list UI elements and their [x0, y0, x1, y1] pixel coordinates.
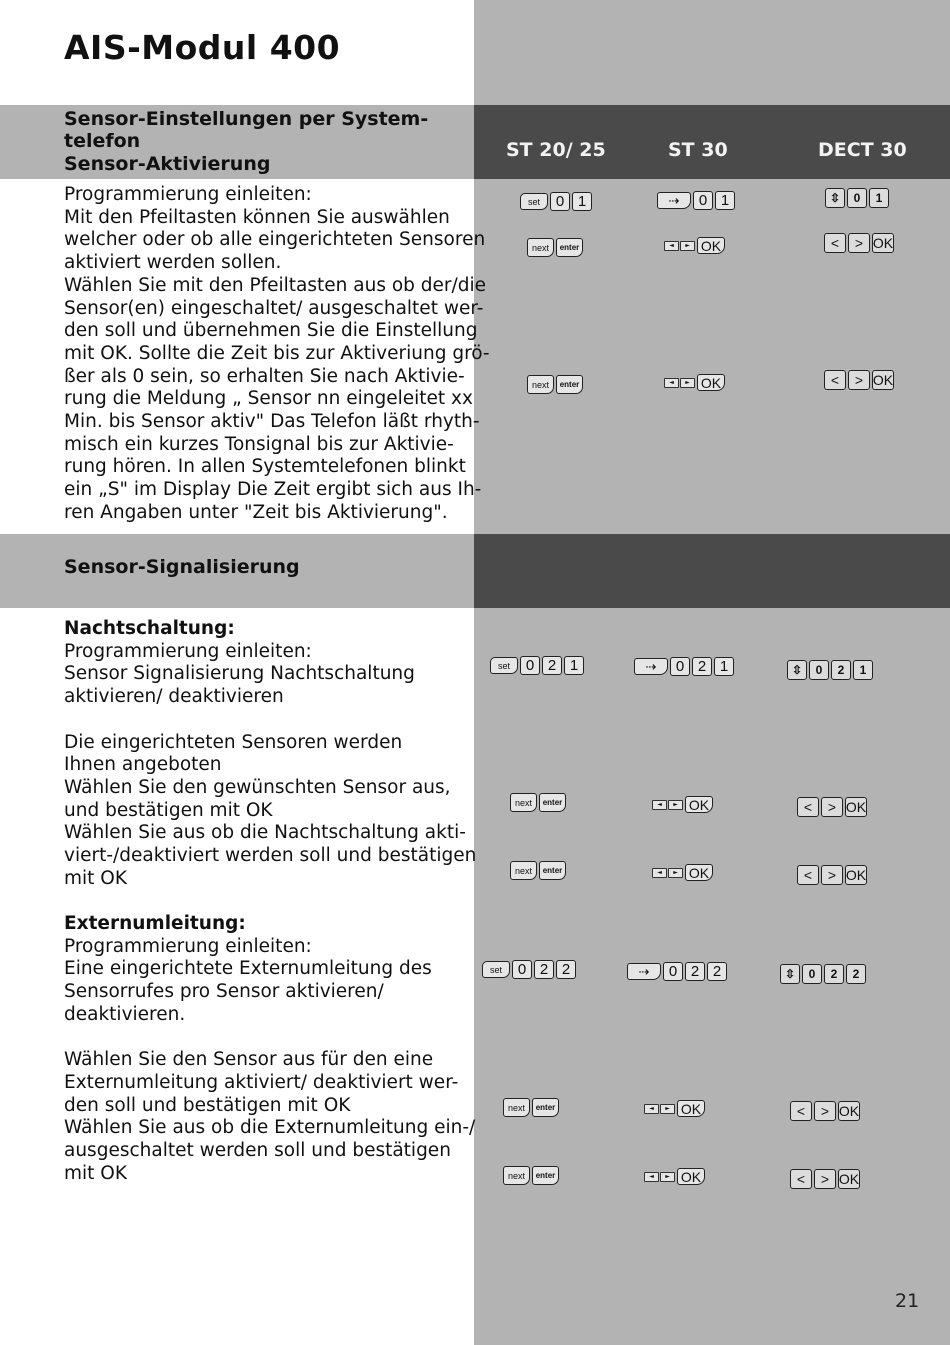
next-key: next — [510, 861, 537, 880]
keyseq-st20-next-enter — [527, 238, 583, 257]
digit-key: 2 — [534, 960, 554, 979]
left-right-keys-icon — [652, 800, 683, 810]
next-key: next — [503, 1166, 530, 1185]
extern-line: mit OK — [64, 1162, 127, 1184]
digit-key: 2 — [692, 657, 712, 676]
s1-line: Min. bis Sensor aktiv" Das Telefon läßt rhyth- — [64, 411, 480, 432]
next-key: next — [510, 793, 537, 812]
section1-heading-line2: telefon — [64, 130, 141, 152]
enter-key: enter — [532, 1098, 559, 1117]
section1-heading-line3: Sensor-Aktivierung — [64, 153, 271, 175]
keyseq-dect-lr-ok — [790, 1101, 860, 1121]
right-arrow-icon: > — [821, 797, 843, 817]
keyseq-dect-lr-ok — [824, 370, 894, 390]
enter-key: enter — [556, 375, 583, 394]
extern-line: Wählen Sie aus ob die Externumleitung ein-/ — [64, 1117, 476, 1139]
right-arrow-icon: ► — [660, 1104, 675, 1114]
extern-subheading: Externumleitung: — [64, 913, 246, 934]
nacht-line: Die eingerichteten Sensoren werden — [64, 731, 403, 753]
right-arrow-icon: > — [821, 865, 843, 885]
extern-line: Eine eingerichtete Externumleitung des — [64, 958, 432, 980]
digit-key: 2 — [556, 960, 576, 979]
menu-key-icon: ⇳ — [825, 188, 845, 208]
nacht-line: viert-/deaktiviert werden soll und bestätigen — [64, 845, 477, 866]
enter-key: enter — [532, 1166, 559, 1185]
ok-key: OK — [872, 235, 894, 251]
s1-line: den soll und übernehmen Sie die Einstellung — [64, 320, 478, 342]
arrow-key-icon: ⇢ — [627, 963, 661, 980]
left-arrow-icon: < — [797, 797, 819, 817]
keyseq-st30-arrow-01 — [657, 191, 735, 210]
left-arrow-icon: < — [824, 233, 846, 253]
ok-key: OK — [697, 374, 725, 391]
digit-key: 2 — [824, 964, 844, 984]
digit-key: 0 — [802, 964, 822, 984]
left-arrow-icon: < — [824, 370, 846, 390]
enter-key: enter — [556, 238, 583, 257]
nacht-line: Wählen Sie den gewünschten Sensor aus, — [64, 776, 451, 798]
nacht-line: Sensor Signalisierung Nachtschaltung — [64, 663, 415, 685]
extern-line: Wählen Sie den Sensor aus für den eine — [64, 1049, 434, 1071]
digit-key: 2 — [846, 964, 866, 984]
s1-line: mit OK. Sollte die Zeit bis zur Aktiveriung grö- — [64, 342, 490, 364]
ok-key: OK — [845, 867, 867, 883]
column-header-st30: ST 30 — [668, 139, 728, 161]
s1-line: ren Angaben unter "Zeit bis Aktivierung". — [64, 501, 448, 523]
keyseq-st30-arrow-021 — [634, 657, 734, 676]
nacht-line: Ihnen angeboten — [64, 754, 222, 776]
keyseq-dect-menu-022 — [780, 964, 866, 984]
keyseq-dect-lr-ok — [797, 865, 867, 885]
menu-key-icon: ⇳ — [787, 660, 807, 680]
nacht-line: aktivieren/ deaktivieren — [64, 686, 284, 708]
left-arrow-icon: < — [797, 865, 819, 885]
left-arrow-icon: ◄ — [652, 800, 667, 810]
nacht-subheading: Nachtschaltung: — [64, 618, 235, 639]
left-arrow-icon: ◄ — [644, 1104, 659, 1114]
digit-key: 1 — [564, 656, 584, 675]
page-number: 21 — [895, 1290, 920, 1312]
ok-key: OK — [685, 796, 713, 813]
left-arrow-icon: ◄ — [664, 378, 679, 388]
next-key: next — [503, 1098, 530, 1117]
s1-line: Sensor(en) eingeschaltet/ ausgeschaltet wer- — [64, 297, 484, 319]
digit-key: 2 — [685, 962, 705, 981]
next-key: next — [527, 375, 554, 394]
s1-line: welcher oder ob alle eingerichteten Sensoren — [64, 229, 486, 251]
right-arrow-icon: ► — [680, 241, 695, 251]
left-arrow-icon: ◄ — [652, 868, 667, 878]
keyseq-st30-lr-ok — [644, 1168, 705, 1185]
right-arrow-icon: > — [814, 1101, 836, 1121]
left-arrow-icon: < — [790, 1169, 812, 1189]
s1-line: ein „S" im Display Die Zeit ergibt sich aus Ih- — [64, 479, 482, 501]
keyseq-st30-lr-ok — [644, 1100, 705, 1117]
left-right-keys-icon — [664, 241, 695, 251]
ok-key: OK — [845, 799, 867, 815]
keyseq-st20-next-enter — [503, 1098, 559, 1117]
digit-key: 0 — [809, 660, 829, 680]
nacht-line: Programmierung einleiten: — [64, 640, 312, 662]
s1-line: Wählen Sie mit den Pfeiltasten aus ob der/die — [64, 274, 487, 296]
left-arrow-icon: < — [790, 1101, 812, 1121]
digit-key: 1 — [714, 657, 734, 676]
digit-key: 0 — [550, 192, 570, 211]
s1-line: rung die Meldung „ Sensor nn eingeleitet xx — [64, 388, 473, 410]
column-header-st20: ST 20/ 25 — [506, 139, 606, 161]
right-arrow-icon: ► — [680, 378, 695, 388]
ok-key: OK — [677, 1100, 705, 1117]
keyseq-dect-menu-021 — [787, 660, 873, 680]
left-arrow-icon: ◄ — [664, 241, 679, 251]
ok-key: OK — [685, 864, 713, 881]
digit-key: 1 — [869, 188, 889, 208]
column-header-dect30: DECT 30 — [818, 139, 907, 161]
keyseq-st30-arrow-022 — [627, 962, 727, 981]
s1-line: Mit den Pfeiltasten können Sie auswählen — [64, 206, 450, 228]
enter-key: enter — [539, 793, 566, 812]
digit-key: 1 — [853, 660, 873, 680]
ok-key: OK — [677, 1168, 705, 1185]
section2-dark-band — [474, 534, 950, 608]
right-arrow-icon: ► — [660, 1172, 675, 1182]
right-arrow-icon: > — [848, 370, 870, 390]
keyseq-dect-menu-01 — [825, 188, 889, 208]
digit-key: 0 — [847, 188, 867, 208]
left-right-keys-icon — [644, 1104, 675, 1114]
keyseq-st20-next-enter — [510, 793, 566, 812]
extern-line: Sensorrufes pro Sensor aktivieren/ — [64, 981, 384, 1003]
extern-line: Programmierung einleiten: — [64, 935, 312, 957]
left-right-keys-icon — [652, 868, 683, 878]
keyseq-dect-lr-ok — [797, 797, 867, 817]
left-right-keys-icon — [664, 378, 695, 388]
nacht-line: mit OK — [64, 867, 127, 889]
extern-line: den soll und bestätigen mit OK — [64, 1094, 351, 1116]
s1-line: misch ein kurzes Tonsignal bis zur Aktivie- — [64, 433, 454, 455]
keyseq-dect-lr-ok — [790, 1169, 860, 1189]
keyseq-st30-lr-ok — [664, 237, 725, 254]
extern-line: deaktivieren. — [64, 1003, 186, 1025]
ok-key: OK — [838, 1171, 860, 1187]
right-arrow-icon: ► — [668, 868, 683, 878]
digit-key: 0 — [520, 656, 540, 675]
extern-line: ausgeschaltet werden soll und bestätigen — [64, 1140, 451, 1161]
right-arrow-icon: > — [814, 1169, 836, 1189]
keyseq-st20-set-01 — [520, 192, 592, 211]
next-key: next — [527, 238, 554, 257]
keyseq-st30-lr-ok — [652, 864, 713, 881]
keyseq-st30-lr-ok — [652, 796, 713, 813]
digit-key: 2 — [831, 660, 851, 680]
s1-line: rung hören. In allen Systemtelefonen blinkt — [64, 456, 466, 478]
right-arrow-icon: > — [848, 233, 870, 253]
enter-key: enter — [539, 861, 566, 880]
digit-key: 1 — [715, 191, 735, 210]
keyseq-st20-set-022 — [482, 960, 576, 979]
keyseq-dect-lr-ok — [824, 233, 894, 253]
ok-key: OK — [872, 372, 894, 388]
nacht-line: Wählen Sie aus ob die Nachtschaltung akti- — [64, 822, 466, 844]
digit-key: 0 — [693, 191, 713, 210]
keyseq-st20-next-enter — [527, 375, 583, 394]
digit-key: 2 — [542, 656, 562, 675]
digit-key: 2 — [707, 962, 727, 981]
extern-line: Externumleitung aktiviert/ deaktiviert wer- — [64, 1071, 459, 1093]
keyseq-st30-lr-ok — [664, 374, 725, 391]
arrow-key-icon: ⇢ — [634, 658, 668, 675]
s1-line: aktiviert werden sollen. — [64, 252, 282, 274]
right-arrow-icon: ► — [668, 800, 683, 810]
keyseq-st20-next-enter — [503, 1166, 559, 1185]
nacht-line: und bestätigen mit OK — [64, 799, 273, 821]
left-right-keys-icon — [644, 1172, 675, 1182]
section2-heading: Sensor-Signalisierung — [64, 556, 300, 578]
digit-key: 0 — [670, 657, 690, 676]
page-title: AIS-Modul 400 — [64, 28, 341, 67]
keyseq-st20-next-enter — [510, 861, 566, 880]
menu-key-icon: ⇳ — [780, 964, 800, 984]
digit-key: 0 — [512, 960, 532, 979]
digit-key: 1 — [572, 192, 592, 211]
left-arrow-icon: ◄ — [644, 1172, 659, 1182]
arrow-key-icon: ⇢ — [657, 192, 691, 209]
digit-key: 0 — [663, 962, 683, 981]
set-key: set — [482, 961, 510, 978]
set-key: set — [490, 657, 518, 674]
keyseq-st20-set-021 — [490, 656, 584, 675]
ok-key: OK — [838, 1103, 860, 1119]
ok-key: OK — [697, 237, 725, 254]
section1-heading-line1: Sensor-Einstellungen per System- — [64, 108, 429, 130]
set-key: set — [520, 193, 548, 210]
s1-line: ßer als 0 sein, so erhalten Sie nach Aktivie- — [64, 365, 465, 387]
s1-line: Programmierung einleiten: — [64, 184, 312, 205]
